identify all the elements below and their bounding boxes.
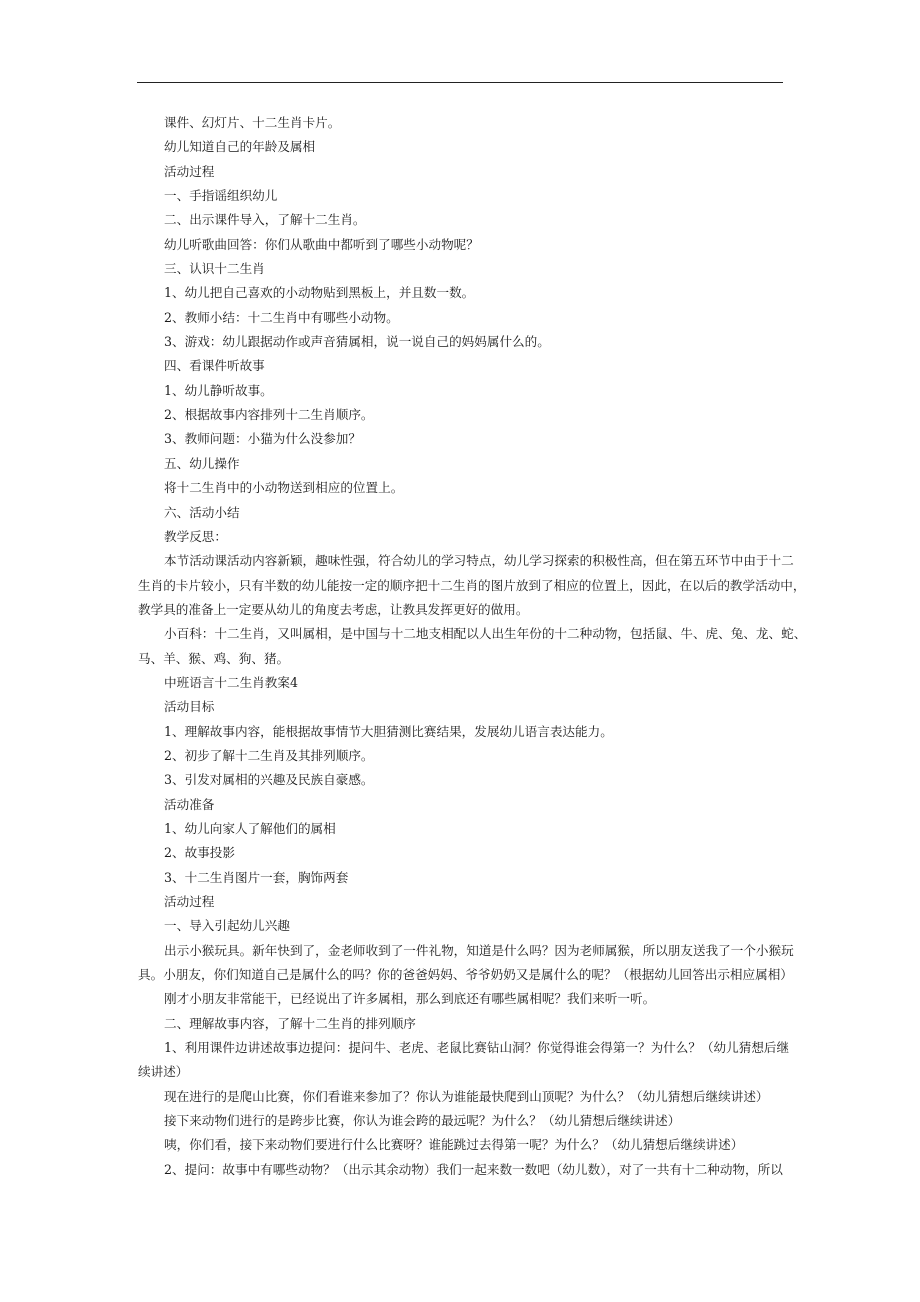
section-heading: 活动目标 [164, 699, 215, 715]
list-item: 1、理解故事内容，能根据故事情节大胆猜测比赛结果，发展幼儿语言表达能力。 [164, 723, 613, 739]
list-item: 1、幼儿向家人了解他们的属相 [164, 820, 336, 836]
section-heading: 一、导入引起幼儿兴趣 [164, 918, 290, 934]
paragraph-line: 马、羊、猴、鸡、狗、猪。 [138, 650, 290, 666]
section-heading: 五、幼儿操作 [164, 455, 240, 471]
section-heading: 一、手指谣组织幼儿 [164, 188, 278, 204]
paragraph-line: 续讲述） [138, 1064, 189, 1080]
list-item: 3、十二生肖图片一套，胸饰两套 [164, 869, 349, 885]
section-heading: 教学反思： [164, 528, 227, 544]
section-heading: 活动过程 [164, 163, 215, 179]
text-line: 刚才小朋友非常能干，已经说出了许多属相，那么到底还有哪些属相呢？我们来听一听。 [164, 991, 656, 1007]
lesson-title: 中班语言十二生肖教案4 [164, 674, 298, 690]
list-item: 2、根据故事内容排列十二生肖顺序。 [164, 407, 374, 423]
text-line: 咦，你们看，接下来动物们要进行什么比赛呀？谁能跳过去得第一呢？为什么？（幼儿猜想后继续讲述） [164, 1137, 744, 1153]
text-line: 将十二生肖中的小动物送到相应的位置上。 [164, 480, 404, 496]
paragraph-line: 小百科：十二生肖，又叫属相，是中国与十二地支相配以人出生年份的十二种动物，包括鼠、牛、虎、兔、龙、蛇、 [164, 626, 807, 642]
list-item: 1、幼儿把自己喜欢的小动物贴到黑板上，并且数一数。 [164, 285, 475, 301]
list-item: 3、游戏：幼儿跟据动作或声音猜属相，说一说自己的妈妈属什么的。 [164, 334, 550, 350]
paragraph-line: 教学具的准备上一定要从幼儿的角度去考虑，让教具发挥更好的做用。 [138, 601, 529, 617]
section-heading: 活动过程 [164, 894, 215, 909]
section-heading: 二、理解故事内容，了解十二生肖的排列顺序 [164, 1015, 416, 1031]
text-line: 课件、幻灯片、十二生肖卡片。 [164, 115, 341, 130]
paragraph-line: 1、利用课件边讲述故事边提问：提问牛、老虎、老鼠比赛钻山洞？你觉得谁会得第一？为什么？（幼儿猜想后继 [164, 1040, 790, 1056]
list-item: 2、初步了解十二生肖及其排列顺序。 [164, 747, 374, 763]
list-item: 3、引发对属相的兴趣及民族自豪感。 [164, 772, 374, 788]
story-question-paragraph [138, 1036, 790, 1085]
paragraph-line: 出示小猴玩具。新年快到了，金老师收到了一件礼物，知道是什么吗？因为老师属猴，所以朋友送我了一个小猴玩 [164, 942, 794, 958]
paragraph-line: 生肖的卡片较小，只有半数的幼儿能按一定的顺序把十二生肖的图片放到了相应的位置上，因此，在以后的教学活动中， [138, 577, 806, 593]
text-line: 现在进行的是爬山比赛，你们看谁来参加了？你认为谁能最快爬到山顶呢？为什么？（幼儿猜想后继续讲述） [164, 1088, 769, 1104]
list-item: 2、提问：故事中有哪些动物？（出示其余动物）我们一起来数一数吧（幼儿数），对了一共有十二种动物，所以 [164, 1161, 783, 1177]
encyclopedia-paragraph [138, 622, 807, 671]
section-heading: 二、出示课件导入，了解十二生肖。 [164, 212, 366, 228]
section-heading: 四、看课件听故事 [164, 358, 265, 374]
paragraph-line: 本节活动课活动内容新颖，趣味性强，符合幼儿的学习特点，幼儿学习探索的积极性高，但在第五环节中由于十二 [164, 553, 794, 569]
list-item: 2、故事投影 [164, 845, 235, 861]
list-item: 2、教师小结：十二生肖中有哪些小动物。 [164, 309, 399, 325]
reflection-paragraph [138, 549, 806, 622]
text-line: 接下来动物们进行的是跨步比赛，你认为谁会跨的最远呢？为什么？（幼儿猜想后继续讲述） [164, 1113, 681, 1129]
intro-paragraph [138, 939, 794, 988]
text-line: 幼儿听歌曲回答：你们从歌曲中都听到了哪些小动物呢？ [164, 236, 479, 252]
document-body [138, 111, 807, 1182]
list-item: 1、幼儿静听故事。 [164, 382, 273, 398]
paragraph-line: 具。小朋友，你们知道自己是属什么的吗？你的爸爸妈妈、爷爷奶奶又是属什么的呢？（根据幼儿回答出示相应属相） [138, 967, 793, 983]
header-rule [137, 82, 783, 83]
text-line: 幼儿知道自己的年龄及属相 [164, 139, 316, 155]
section-heading: 三、认识十二生肖 [164, 261, 265, 277]
section-heading: 活动准备 [164, 796, 215, 812]
list-item: 3、教师问题：小猫为什么没参加？ [164, 431, 361, 447]
section-heading: 六、活动小结 [164, 504, 240, 520]
